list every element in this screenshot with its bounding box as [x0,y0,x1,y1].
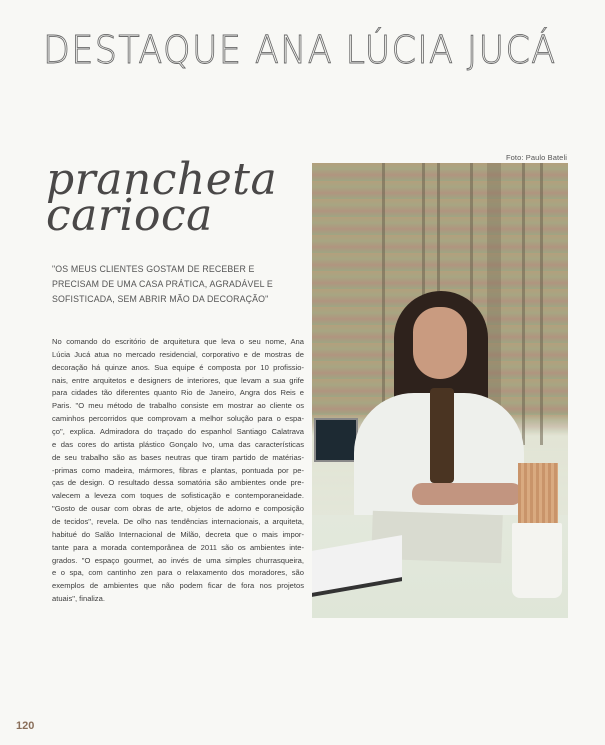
pencils [518,463,558,527]
body-line: Paris. "O meu método de trabalho consiste em mostrar ao cliente os [52,401,304,411]
pull-quote-line: SOFISTICADA, SEM ABRIR MÃO DA DECORAÇÃO" [52,294,269,304]
photo-credit: Foto: Paulo Bateli [505,153,567,162]
portrait-photo [312,163,568,618]
body-line: decoração há quinze anos. Sua equipe é composta por 10 profissio- [52,362,304,372]
headline-line: carioca [46,190,213,241]
wall-tree-pattern [522,163,525,445]
body-line: ças de design. O resultado dessa somatória são ambientes onde pre- [52,478,304,488]
body-line: tante para a morada contemporânea de 2011 são os ambientes inte- [52,542,304,552]
body-line: Lúcia Jucá atua no mercado residencial, corporativo e de mostras de [52,349,304,359]
body-line: grados. "O espaço gourmet, ao invés de uma simples churrasqueira, [52,555,304,565]
body-line: de tecidos", revela. De olho nas tendências internacionais, a arquiteta, [52,517,304,527]
body-line: ço", explica. Admiradora do traçado do espanhol Santiago Calatrava [52,427,304,437]
wall-tree-pattern [540,163,543,445]
page-number: 120 [16,720,35,732]
body-line: e o spa, com cantinho zen para o relaxamento dos moradores, são [52,568,304,578]
body-line: valecem a leveza com toques de sofisticação e contemporaneidade. [52,491,304,501]
pencil-cup [512,523,562,598]
body-line: "Gosto de ousar com obras de arte, objetos de adorno e composição [52,504,304,514]
pull-quote [52,262,302,307]
article-headline [46,154,278,241]
pull-quote-line: PRECISAM DE UMA CASA PRÁTICA, AGRADÁVEL E [52,279,273,289]
pull-quote-line: "OS MEUS CLIENTES GOSTAM DE RECEBER E [52,264,255,274]
wall-panel [487,163,501,436]
body-line: para cidades tão diferentes quanto Rio de Janeiro, Angra dos Reis e [52,388,304,398]
body-line: e das cores do artista plástico Gonçalo Ivo, uma das características [52,439,304,449]
person-hands [412,483,522,505]
body-line: habitué do Salão Internacional de Milão, decreta que o mais impor- [52,529,304,539]
headline-line: prancheta [46,154,278,205]
article-body [52,336,304,606]
body-line: atuais", finaliza. [52,594,105,604]
body-line: caminhos percorridos que comprovam a melhor solução para o espa- [52,414,304,424]
body-line: No comando do escritório de arquitetura que leva o seu nome, Ana [52,337,304,346]
body-line: -primas como madeira, mármores, fibras e plantas, pontuada por pe- [52,465,304,475]
person-face [413,307,467,379]
page-title: DESTAQUE ANA LÚCIA JUCÁ [43,28,557,72]
person-scarf [430,388,454,483]
body-line: nais, entre arquitetos e designers de interiores, que levam a sua grife [52,375,304,385]
picture-frame [314,418,358,462]
body-line: de seu trabalho são as bases neutras que tiram partido de matérias- [52,452,304,462]
body-line: exemplos de ambientes que não podem ficar de fora nos projetos [52,581,304,591]
